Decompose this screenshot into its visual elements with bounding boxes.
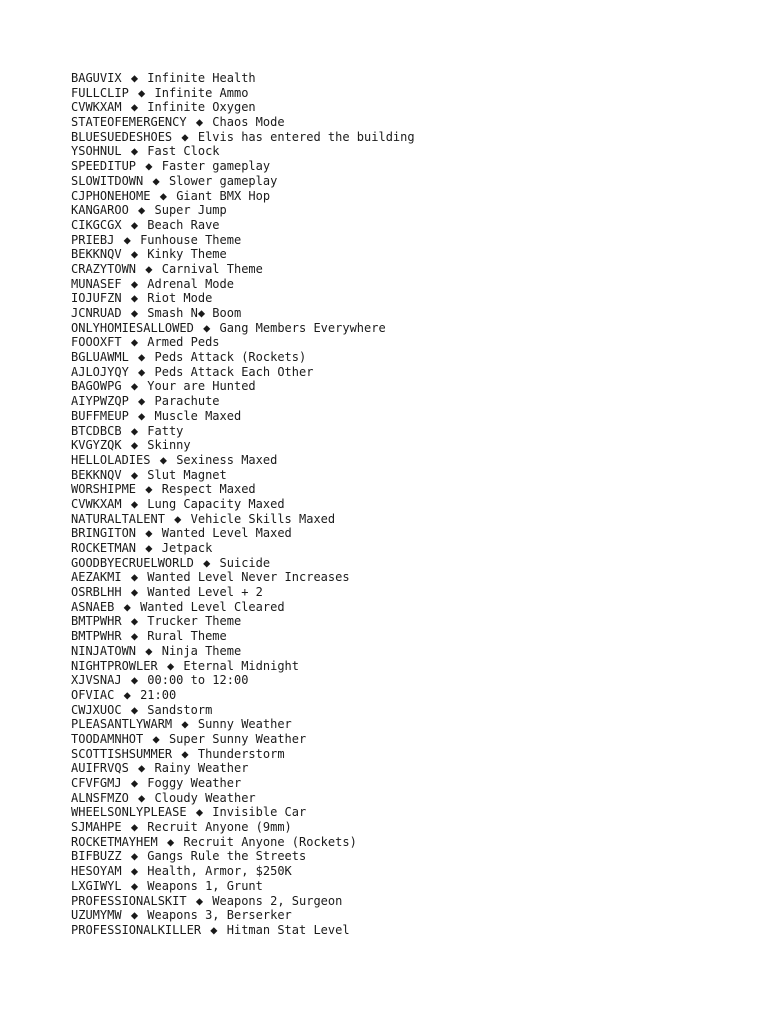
diamond-separator-icon: ◆	[130, 100, 139, 115]
diamond-separator-icon: ◆	[130, 629, 139, 644]
cheat-line	[71, 761, 751, 776]
cheat-code: JCNRUAD	[71, 306, 122, 320]
diamond-separator-icon: ◆	[130, 878, 139, 893]
diamond-separator-icon: ◆	[130, 217, 139, 232]
cheat-description: Skinny	[147, 438, 191, 453]
cheat-description: Super Sunny Weather	[168, 731, 307, 746]
cheat-code: LXGIWYL	[71, 878, 122, 893]
cheat-description: 00:00 to 12:00	[147, 673, 249, 688]
cheat-description: Faster gameplay	[161, 159, 271, 174]
cheat-description: Lung Capacity Maxed	[147, 496, 285, 511]
diamond-separator-icon: ◆	[138, 761, 146, 776]
cheat-description: Ninja Theme	[161, 643, 242, 658]
cheat-code: CFVFGMJ	[71, 776, 122, 790]
cheat-code: NIGHTPROWLER	[71, 658, 158, 673]
cheat-line	[71, 791, 751, 806]
cheat-code: BLUESUEDESHOES	[71, 129, 173, 144]
diamond-separator-icon: ◆	[130, 570, 139, 585]
cheat-line	[71, 174, 751, 189]
cheat-code: NATURALTALENT	[71, 511, 165, 526]
cheat-code: CJPHONEHOME	[71, 188, 151, 203]
diamond-separator-icon: ◆	[174, 511, 182, 526]
cheat-line	[71, 600, 751, 615]
cheat-code: KVGYZQK	[71, 438, 122, 453]
cheat-description: Elvis has entered the building	[197, 129, 415, 144]
diamond-separator-icon: ◆	[130, 776, 139, 790]
cheat-line	[71, 453, 751, 468]
cheat-description: Super Jump	[154, 203, 227, 218]
diamond-separator-icon: ◆	[181, 746, 189, 761]
cheat-description: Trucker Theme	[147, 614, 242, 629]
diamond-separator-icon: ◆	[152, 173, 160, 188]
diamond-separator-icon: ◆	[166, 658, 175, 673]
diamond-separator-icon: ◆	[181, 129, 189, 144]
cheat-description: Sexiness Maxed	[176, 452, 278, 467]
cheat-description: Adrenal Mode	[147, 276, 234, 291]
diamond-separator-icon: ◆	[138, 350, 146, 365]
cheat-code: IOJUFZN	[71, 291, 122, 306]
cheat-description: Carnival Theme	[161, 261, 263, 276]
diamond-separator-icon: ◆	[123, 232, 131, 247]
cheat-line	[71, 424, 751, 439]
diamond-separator-icon: ◆	[130, 496, 139, 511]
cheat-line	[71, 703, 751, 718]
diamond-separator-icon: ◆	[130, 144, 139, 159]
cheat-description: Funhouse Theme	[140, 232, 242, 247]
diamond-separator-icon: ◆	[130, 820, 139, 835]
diamond-separator-icon: ◆	[145, 482, 153, 497]
cheat-description: Fatty	[147, 423, 184, 438]
cheat-line	[71, 923, 751, 938]
cheat-line	[71, 585, 751, 600]
cheat-code: UZUMYMW	[71, 908, 122, 923]
diamond-separator-icon: ◆	[130, 438, 139, 453]
cheat-line	[71, 849, 751, 864]
diamond-separator-icon: ◆	[130, 585, 139, 600]
cheat-code: CVWKXAM	[71, 100, 122, 115]
cheat-description: Weapons 3, Berserker	[147, 908, 292, 923]
diamond-separator-icon: ◆	[159, 188, 167, 203]
cheat-code: AJLOJYQY	[71, 364, 129, 379]
cheat-code: BAGOWPG	[71, 379, 122, 394]
cheat-description: Sandstorm	[147, 702, 213, 717]
cheat-description: Parachute	[154, 394, 220, 409]
cheat-line	[71, 379, 751, 394]
cheat-description: Rural Theme	[147, 629, 227, 644]
cheat-code: AIYPWZQP	[71, 394, 129, 409]
cheat-description: Rainy Weather	[154, 761, 249, 776]
diamond-separator-icon: ◆	[130, 335, 139, 350]
cheat-code: WHEELSONLYPLEASE	[71, 805, 187, 820]
cheat-code-list	[71, 71, 751, 938]
cheat-line	[71, 291, 751, 306]
cheat-code: FULLCLIP	[71, 85, 129, 100]
cheat-code: BMTPWHR	[71, 629, 122, 644]
cheat-line	[71, 805, 751, 820]
cheat-code: FOOOXFT	[71, 335, 122, 350]
cheat-line	[71, 233, 751, 248]
cheat-description: Wanted Level + 2	[147, 585, 263, 600]
diamond-separator-icon: ◆	[130, 849, 139, 864]
diamond-separator-icon: ◆	[138, 203, 146, 218]
cheat-line	[71, 203, 751, 218]
cheat-code: PROFESSIONALSKIT	[71, 893, 187, 908]
diamond-separator-icon: ◆	[130, 247, 139, 262]
cheat-code: ALNSFMZO	[71, 790, 129, 805]
cheat-line	[71, 277, 751, 292]
cheat-line	[71, 350, 751, 365]
cheat-description: Weapons 2, Surgeon	[212, 893, 343, 908]
diamond-separator-icon: ◆	[130, 71, 139, 85]
cheat-description: Slower gameplay	[168, 173, 278, 188]
cheat-description: Suicide	[219, 555, 271, 570]
cheat-description: Chaos Mode	[212, 115, 285, 130]
diamond-separator-icon: ◆	[195, 893, 204, 908]
cheat-code: BRINGITON	[71, 526, 137, 541]
diamond-separator-icon: ◆	[203, 320, 211, 335]
cheat-code: CRAZYTOWN	[71, 261, 137, 276]
cheat-description: Muscle Maxed	[154, 408, 242, 423]
cheat-code: KANGAROO	[71, 203, 129, 218]
diamond-separator-icon: ◆	[145, 159, 153, 174]
cheat-line	[71, 864, 751, 879]
cheat-code: ASNAEB	[71, 599, 115, 614]
cheat-description: Peds Attack Each Other	[154, 364, 314, 379]
cheat-code: BEKKNQV	[71, 247, 122, 262]
cheat-line	[71, 262, 751, 277]
cheat-line	[71, 438, 751, 453]
cheat-line	[71, 614, 751, 629]
cheat-code: XJVSNAJ	[71, 673, 122, 688]
cheat-code: BAGUVIX	[71, 71, 122, 85]
cheat-description: Your are Hunted	[147, 379, 256, 394]
cheat-code: STATEOFEMERGENCY	[71, 115, 187, 130]
cheat-line	[71, 673, 751, 688]
cheat-description: Wanted Level Maxed	[161, 526, 292, 541]
diamond-separator-icon: ◆	[195, 805, 204, 820]
cheat-line	[71, 820, 751, 835]
cheat-description: Infinite Oxygen	[147, 100, 256, 115]
cheat-description: Thunderstorm	[197, 746, 285, 761]
cheat-code: WORSHIPME	[71, 482, 137, 497]
cheat-code: CWJXUOC	[71, 702, 122, 717]
diamond-separator-icon: ◆	[138, 364, 146, 379]
cheat-description: Invisible Car	[212, 805, 307, 820]
diamond-separator-icon: ◆	[138, 85, 146, 100]
cheat-line	[71, 409, 751, 424]
cheat-code: HESOYAM	[71, 864, 122, 879]
cheat-line	[71, 747, 751, 762]
cheat-line	[71, 526, 751, 541]
cheat-code: SPEEDITUP	[71, 159, 137, 174]
cheat-code: NINJATOWN	[71, 643, 137, 658]
cheat-description: Sunny Weather	[197, 717, 292, 732]
cheat-description: Respect Maxed	[161, 482, 256, 497]
diamond-separator-icon: ◆	[145, 526, 153, 541]
cheat-line	[71, 688, 751, 703]
diamond-separator-icon: ◆	[130, 291, 139, 306]
cheat-code: ROCKETMAN	[71, 541, 137, 555]
cheat-description: Wanted Level Cleared	[140, 599, 285, 614]
cheat-description: Smash N◆ Boom	[147, 306, 242, 320]
cheat-code: PLEASANTLYWARM	[71, 717, 173, 732]
cheat-line	[71, 306, 751, 321]
diamond-separator-icon: ◆	[123, 687, 131, 702]
diamond-separator-icon: ◆	[130, 702, 139, 717]
cheat-line	[71, 218, 751, 233]
cheat-description: Eternal Midnight	[183, 658, 299, 673]
cheat-code: HELLOLADIES	[71, 452, 151, 467]
cheat-code: AEZAKMI	[71, 570, 122, 585]
diamond-separator-icon: ◆	[159, 452, 167, 467]
cheat-line	[71, 115, 751, 130]
diamond-separator-icon: ◆	[195, 115, 204, 130]
cheat-code: PROFESSIONALKILLER	[71, 922, 202, 937]
cheat-line	[71, 482, 751, 497]
cheat-line	[71, 512, 751, 527]
cheat-line	[71, 100, 751, 115]
cheat-code: ONLYHOMIESALLOWED	[71, 320, 194, 335]
cheat-line	[71, 894, 751, 909]
cheat-description: Slut Magnet	[147, 467, 227, 482]
cheat-line	[71, 247, 751, 262]
cheat-description: Weapons 1, Grunt	[147, 878, 263, 893]
diamond-separator-icon: ◆	[152, 731, 160, 746]
diamond-separator-icon: ◆	[138, 408, 146, 423]
cheat-description: Recruit Anyone (9mm)	[147, 820, 292, 835]
cheat-line	[71, 732, 751, 747]
cheat-line	[71, 497, 751, 512]
diamond-separator-icon: ◆	[145, 541, 153, 555]
cheat-description: Recruit Anyone (Rockets)	[183, 834, 357, 849]
cheat-line	[71, 659, 751, 674]
cheat-description: Fast Clock	[147, 144, 220, 159]
diamond-separator-icon: ◆	[130, 379, 139, 394]
cheat-line	[71, 908, 751, 923]
cheat-description: Armed Peds	[147, 335, 220, 350]
cheat-code: SJMAHPE	[71, 820, 122, 835]
cheat-line	[71, 570, 751, 585]
cheat-line	[71, 130, 751, 145]
diamond-separator-icon: ◆	[123, 599, 131, 614]
cheat-description: Wanted Level Never Increases	[147, 570, 350, 585]
diamond-separator-icon: ◆	[203, 555, 211, 570]
cheat-code: PRIEBJ	[71, 232, 115, 247]
cheat-line	[71, 879, 751, 894]
diamond-separator-icon: ◆	[130, 908, 139, 923]
cheat-line	[71, 159, 751, 174]
cheat-line	[71, 556, 751, 571]
cheat-code: BMTPWHR	[71, 614, 122, 629]
cheat-line	[71, 144, 751, 159]
cheat-description: Beach Rave	[147, 217, 220, 232]
diamond-separator-icon: ◆	[130, 614, 139, 629]
cheat-code: CVWKXAM	[71, 496, 122, 511]
cheat-code: OFVIAC	[71, 687, 115, 702]
cheat-line	[71, 365, 751, 380]
cheat-description: Riot Mode	[147, 291, 213, 306]
diamond-separator-icon: ◆	[130, 864, 139, 879]
cheat-description: Gangs Rule the Streets	[147, 849, 307, 864]
cheat-description: Hitman Stat Level	[226, 922, 350, 937]
diamond-separator-icon: ◆	[166, 834, 175, 849]
cheat-description: Jetpack	[161, 541, 213, 555]
cheat-line	[71, 321, 751, 336]
diamond-separator-icon: ◆	[130, 306, 139, 320]
cheat-description: Gang Members Everywhere	[219, 320, 386, 335]
cheat-line	[71, 86, 751, 101]
diamond-separator-icon: ◆	[130, 467, 139, 482]
cheat-description: Health, Armor, $250K	[147, 864, 292, 879]
diamond-separator-icon: ◆	[138, 394, 146, 409]
diamond-separator-icon: ◆	[130, 276, 139, 291]
diamond-separator-icon: ◆	[138, 790, 146, 805]
cheat-code: BGLUAWML	[71, 350, 129, 365]
diamond-separator-icon: ◆	[181, 717, 189, 732]
cheat-description: Giant BMX Hop	[176, 188, 271, 203]
cheat-line	[71, 541, 751, 556]
cheat-code: BTCDBCB	[71, 423, 122, 438]
cheat-line	[71, 776, 751, 791]
diamond-separator-icon: ◆	[145, 261, 153, 276]
diamond-separator-icon: ◆	[145, 643, 153, 658]
cheat-description: 21:00	[140, 687, 177, 702]
cheat-line	[71, 394, 751, 409]
cheat-line	[71, 644, 751, 659]
cheat-code: BUFFMEUP	[71, 408, 129, 423]
cheat-line	[71, 835, 751, 850]
diamond-separator-icon: ◆	[130, 423, 139, 438]
cheat-description: Vehicle Skills Maxed	[190, 511, 336, 526]
cheat-description: Infinite Ammo	[154, 85, 249, 100]
cheat-code: BEKKNQV	[71, 467, 122, 482]
cheat-code: BIFBUZZ	[71, 849, 122, 864]
cheat-description: Foggy Weather	[147, 776, 242, 790]
cheat-code: SCOTTISHSUMMER	[71, 746, 173, 761]
diamond-separator-icon: ◆	[210, 922, 218, 937]
cheat-code: YSOHNUL	[71, 144, 122, 159]
cheat-code: AUIFRVQS	[71, 761, 129, 776]
cheat-description: Infinite Health	[147, 71, 256, 85]
cheat-code: GOODBYECRUELWORLD	[71, 555, 194, 570]
cheat-line	[71, 189, 751, 204]
cheat-code: CIKGCGX	[71, 217, 122, 232]
cheat-line	[71, 717, 751, 732]
cheat-description: Cloudy Weather	[154, 790, 256, 805]
cheat-line	[71, 335, 751, 350]
diamond-separator-icon: ◆	[130, 673, 139, 688]
cheat-code: MUNASEF	[71, 276, 122, 291]
cheat-description: Peds Attack (Rockets)	[154, 350, 307, 365]
cheat-description: Kinky Theme	[147, 247, 227, 262]
cheat-line	[71, 71, 751, 86]
cheat-code: TOODAMNHOT	[71, 731, 144, 746]
cheat-code: ROCKETMAYHEM	[71, 834, 158, 849]
cheat-code: OSRBLHH	[71, 585, 122, 600]
cheat-line	[71, 468, 751, 483]
cheat-code: SLOWITDOWN	[71, 173, 144, 188]
cheat-line	[71, 629, 751, 644]
